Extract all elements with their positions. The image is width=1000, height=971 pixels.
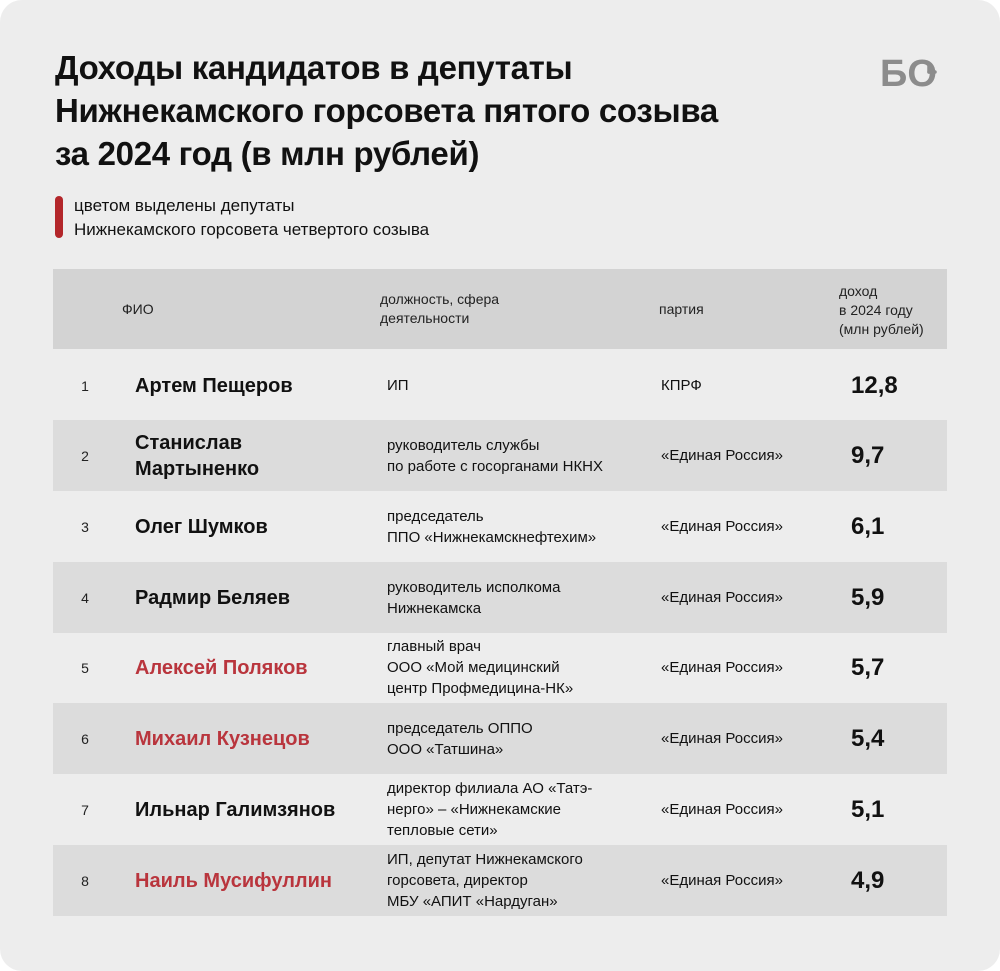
title-line: за 2024 год (в млн рублей) — [55, 135, 480, 172]
row-income: 9,7 — [851, 441, 885, 469]
legend-color-swatch — [55, 196, 63, 238]
row-name: Михаил Кузнецов — [135, 727, 310, 750]
row-name: Радмир Беляев — [135, 586, 291, 609]
row-number: 3 — [81, 518, 89, 535]
table-row — [53, 774, 947, 845]
table-row — [53, 562, 947, 633]
header-name: ФИО — [122, 301, 154, 317]
title-line: Доходы кандидатов в депутаты — [55, 49, 573, 86]
row-position: главный врач ООО «Мой медицинский центр Профмедицина-НК» — [387, 638, 574, 697]
row-position: председатель ППО «Нижнекамскнефтехим» — [387, 507, 597, 546]
table-header — [53, 269, 947, 349]
table-row — [53, 420, 947, 491]
row-income: 5,7 — [851, 653, 885, 681]
row-name: Станислав Мартыненко — [135, 431, 260, 480]
bo-logo — [880, 52, 948, 90]
table-row — [53, 350, 947, 421]
table-row — [53, 632, 947, 703]
header-party: партия — [659, 301, 704, 317]
row-party: «Единая Россия» — [661, 447, 783, 464]
row-number: 8 — [81, 872, 89, 889]
row-number: 7 — [81, 801, 89, 818]
logo-text: БО — [880, 53, 937, 90]
row-party: «Единая Россия» — [661, 589, 783, 606]
row-position: председатель ОППО ООО «Татшина» — [387, 719, 533, 758]
row-position: директор филиала АО «Татэ- нерго» – «Нижнекамские тепловые сети» — [387, 780, 593, 839]
row-number: 1 — [81, 377, 89, 394]
row-income: 5,9 — [851, 583, 885, 611]
table-row — [53, 703, 947, 774]
header-income: доход в 2024 году (млн рублей) — [839, 283, 924, 337]
row-party: «Единая Россия» — [661, 518, 783, 535]
legend-text: Нижнекамского горсовета четвертого созыва — [74, 220, 430, 239]
row-name: Наиль Мусифуллин — [135, 869, 333, 892]
row-party: «Единая Россия» — [661, 730, 783, 747]
legend-text: цветом выделены депутаты — [74, 196, 295, 215]
title-line: Нижнекамского горсовета пятого созыва — [55, 92, 718, 129]
row-income: 5,1 — [851, 795, 885, 823]
row-number: 5 — [81, 659, 89, 676]
row-number: 6 — [81, 730, 89, 747]
row-name: Алексей Поляков — [135, 656, 308, 679]
row-number: 4 — [81, 589, 89, 606]
row-income: 5,4 — [851, 724, 885, 752]
row-party: «Единая Россия» — [661, 801, 783, 818]
row-party: «Единая Россия» — [661, 659, 783, 676]
page-title — [55, 46, 855, 175]
row-income: 6,1 — [851, 512, 885, 540]
row-party: КПРФ — [661, 377, 702, 394]
table-row — [53, 491, 947, 562]
row-name: Ильнар Галимзянов — [135, 798, 336, 821]
row-party: «Единая Россия» — [661, 872, 783, 889]
table-row — [53, 845, 947, 916]
row-position: руководитель службы по работе с госорганами НКНХ — [387, 436, 604, 475]
row-income: 4,9 — [851, 866, 885, 894]
row-name: Олег Шумков — [135, 515, 268, 538]
row-income: 12,8 — [851, 371, 898, 399]
row-position: ИП, депутат Нижнекамского горсовета, директор МБУ «АПИТ «Нардуган» — [387, 851, 583, 910]
header-position: должность, сфера деятельности — [380, 291, 500, 326]
clock-icon — [880, 52, 948, 90]
row-position: ИП — [387, 377, 409, 394]
row-position: руководитель исполкома Нижнекамска — [387, 578, 561, 617]
row-name: Артем Пещеров — [135, 374, 293, 397]
row-number: 2 — [81, 447, 89, 464]
